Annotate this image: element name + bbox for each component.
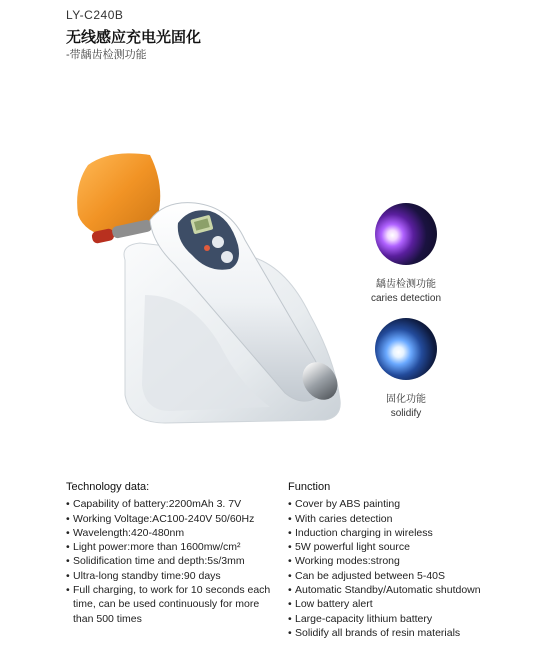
- list-item: • Wavelength:420-480nm: [66, 526, 276, 540]
- list-item: • Light power:more than 1600mw/cm²: [66, 540, 276, 554]
- function-heading: Function: [288, 481, 331, 493]
- list-item: • With caries detection: [288, 512, 508, 526]
- feature-solidify-label: [356, 393, 456, 421]
- technology-list: [66, 497, 276, 626]
- feature-solidify-cn: 固化功能: [386, 394, 426, 405]
- list-item: • Full charging, to work for 10 seconds each time, can be used continuously for more than 500 times: [66, 583, 276, 626]
- list-item: • Cover by ABS painting: [288, 497, 508, 511]
- list-item: • Ultra-long standby time:90 days: [66, 569, 276, 583]
- page-subtitle: -带龋齿检测功能: [66, 49, 147, 61]
- feature-caries-label: [356, 278, 456, 306]
- function-section: [288, 480, 508, 640]
- curing-light-product-image: [70, 145, 360, 430]
- list-item: • Low battery alert: [288, 597, 508, 611]
- list-item: • Automatic Standby/Automatic shutdown: [288, 583, 508, 597]
- list-item: • Working modes:strong: [288, 554, 508, 568]
- list-item: • Can be adjusted between 5-40S: [288, 569, 508, 583]
- function-list: [288, 497, 508, 640]
- feature-solidify-en: solidify: [390, 408, 422, 419]
- list-item: • Capability of battery:2200mAh 3. 7V: [66, 497, 276, 511]
- feature-caries-en: caries detection: [370, 293, 442, 304]
- list-item: • 5W powerful light source: [288, 540, 508, 554]
- solidify-light-icon: [375, 318, 437, 380]
- page-title: 无线感应充电光固化: [66, 29, 202, 46]
- technology-heading: Technology data:: [66, 481, 150, 493]
- list-item: • Solidify all brands of resin materials: [288, 626, 508, 640]
- model-number: LY-C240B: [66, 8, 124, 22]
- caries-detection-light-icon: [375, 203, 437, 265]
- list-item: • Solidification time and depth:5s/3mm: [66, 554, 276, 568]
- list-item: • Working Voltage:AC100-240V 50/60Hz: [66, 512, 276, 526]
- technology-data-section: [66, 480, 276, 626]
- feature-caries-cn: 龋齿检测功能: [376, 279, 436, 290]
- list-item: • Induction charging in wireless: [288, 526, 508, 540]
- list-item: • Large-capacity lithium battery: [288, 612, 508, 626]
